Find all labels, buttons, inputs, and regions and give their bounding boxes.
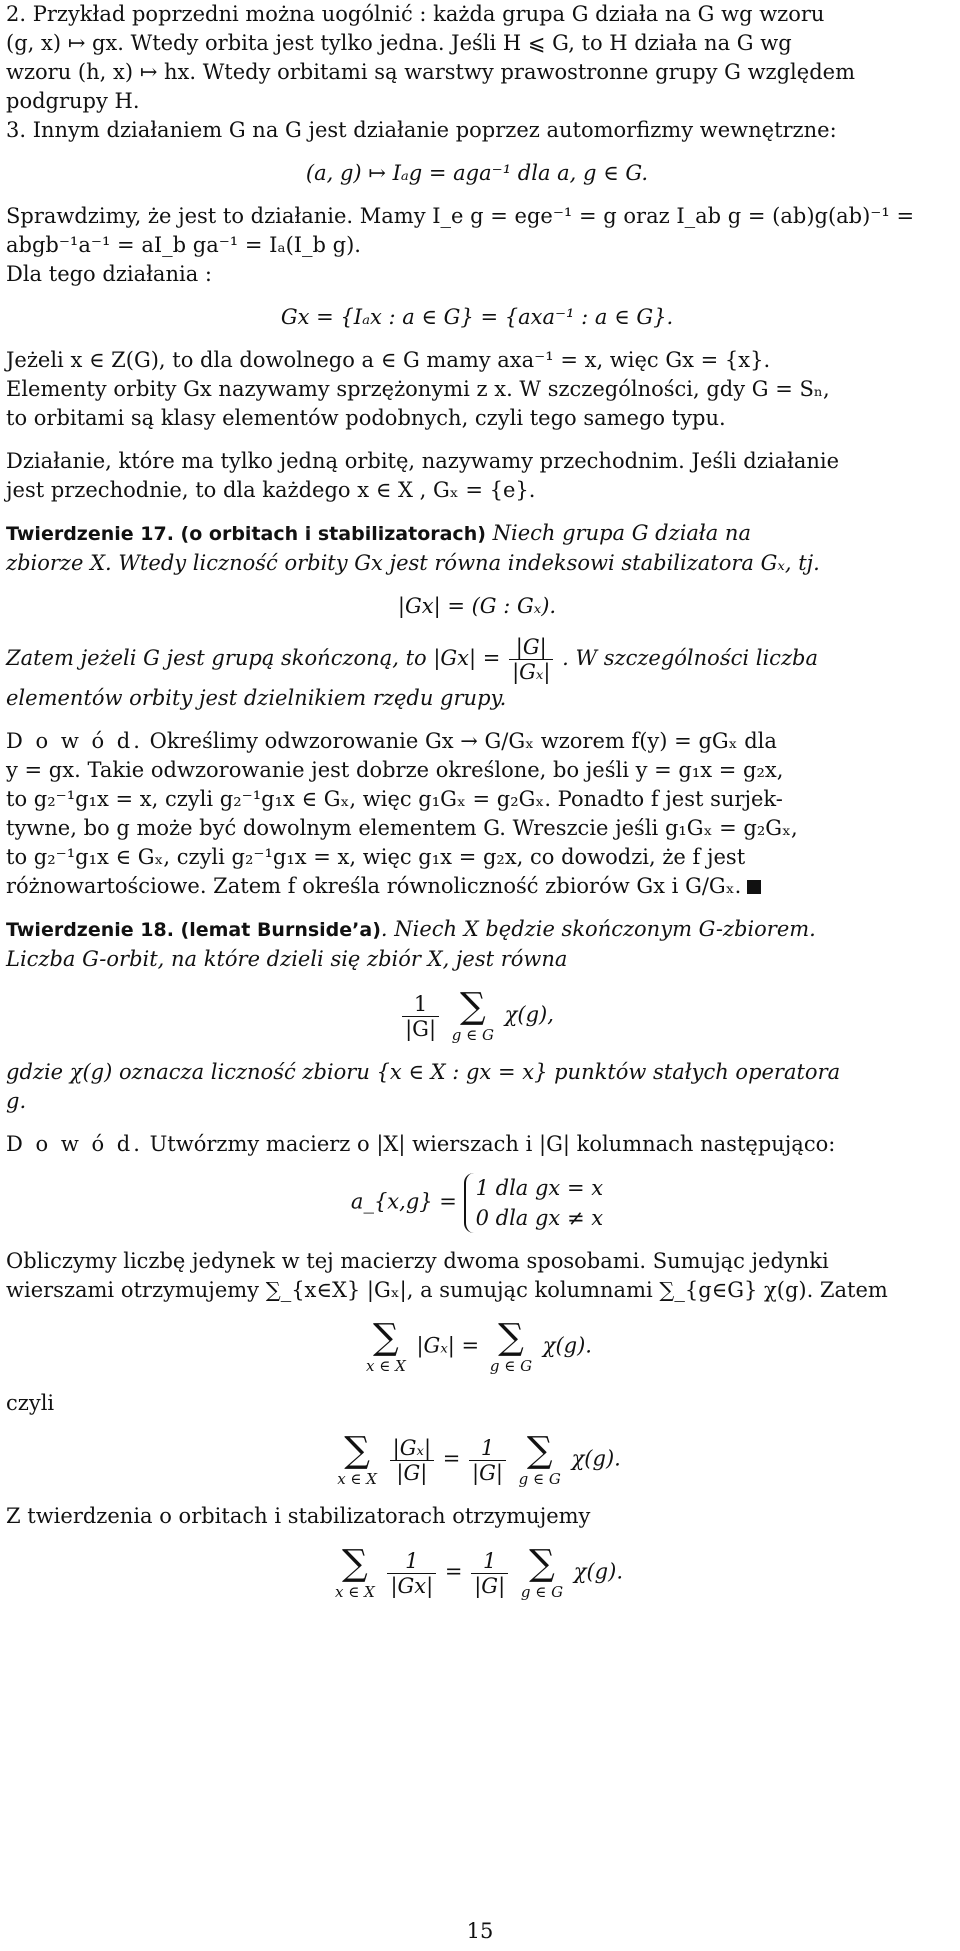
proof17-line3: to g₂⁻¹g₁x = x, czyli g₂⁻¹g₁x ∈ Gₓ, więc g₁Gₓ = g₂Gₓ. Ponadto f jest surjek-: [6, 787, 783, 811]
theorem17-line3-start: Zatem jeżeli G jest grupą skończoną, to |Gx| =: [6, 646, 501, 670]
proof17-text: Określimy odwzorowanie Gx → G/Gₓ wzorem f(y) = gGₓ dla: [149, 729, 777, 753]
fraction-numerator: 1: [402, 992, 439, 1017]
transitive-line1: Działanie, które ma tylko jedną orbitę, nazywamy przechodnim. Jeśli działanie: [6, 449, 840, 473]
theorem17-line2: zbiorze X. Wtedy liczność orbity Gx jest równa indeksowi stabilizatora Gₓ, tj.: [6, 551, 820, 575]
example3-line3: abgb⁻¹a⁻¹ = aI_b ga⁻¹ = Iₐ(I_b g).: [6, 233, 361, 257]
example3-line6: Elementy orbity Gx nazywamy sprzężonymi z x. W szczególności, gdy G = Sₙ,: [6, 377, 830, 401]
theorem18-line1: [6, 915, 948, 945]
count-equation-2: [6, 1432, 948, 1488]
proof17-line4: tywne, bo g może być dowolnym elementem G. Wreszcie jeśli g₁Gₓ = g₂Gₓ,: [6, 816, 798, 840]
conjugacy-orbit-formula: Gx = {Iₐx : a ∈ G} = {axa⁻¹ : a ∈ G}.: [280, 305, 674, 329]
example3-line7: to orbitami są klasy elementów podobnych, czyli tego samego typu.: [6, 406, 726, 430]
theorem17-heading: Twierdzenie 17. (o orbitach i stabilizatorach): [6, 523, 486, 545]
case-zero: 0 dla gx ≠ x: [475, 1206, 604, 1230]
equals-sign: =: [444, 1559, 463, 1584]
proof18-text: Utwórzmy macierz o |X| wierszach i |G| kolumnach następująco:: [149, 1132, 836, 1156]
proof18-line2: Obliczymy liczbę jedynek w tej macierzy dwoma sposobami. Sumując jedynki: [6, 1249, 829, 1273]
eq2-fraction-left: [390, 1436, 434, 1485]
example2-line3: wzoru (h, x) ↦ hx. Wtedy orbitami są warstwy prawostronne grupy G względem: [6, 60, 855, 84]
fraction-denominator: |G|: [474, 1573, 506, 1598]
theorem17-text: Niech grupa G działa na: [492, 521, 751, 545]
count-equation-3: [6, 1545, 948, 1601]
theorem17-line4: elementów orbity jest dzielnikiem rzędu grupy.: [6, 686, 507, 710]
burnside-formula: [6, 988, 948, 1044]
summation: [366, 1319, 406, 1375]
czyli-word: czyli: [6, 1391, 55, 1415]
example3-line2: Sprawdzimy, że jest to działanie. Mamy I_e g = ege⁻¹ = g oraz I_ab g = (ab)g(ab)⁻¹ =: [6, 204, 915, 228]
theorem17-line3: [6, 635, 948, 684]
sum-limit: x ∈ X: [334, 1583, 375, 1601]
inner-automorphism-formula: (a, g) ↦ Iₐg = aga⁻¹ dla a, g ∈ G.: [305, 161, 649, 185]
theorem18-heading: Twierdzenie 18. (lemat Burnside’a): [6, 919, 381, 941]
sum-limit: x ∈ X: [366, 1357, 406, 1375]
matrix-definition: [6, 1173, 948, 1233]
qed-square-icon: [747, 880, 761, 894]
theorem18-line4: g.: [6, 1089, 27, 1113]
sum-symbol: ∑: [460, 986, 486, 1027]
fraction-denominator: |Gₓ|: [512, 660, 551, 684]
summation: [490, 1319, 532, 1375]
proof-label: D o w ó d.: [6, 729, 143, 753]
example3-line4: Dla tego działania :: [6, 262, 212, 286]
eq1-left: |Gₓ| =: [416, 1333, 480, 1358]
fraction-denominator: |Gx|: [390, 1573, 434, 1598]
fraction-numerator: 1: [471, 1549, 508, 1574]
proof18-line1: [6, 1130, 948, 1159]
sum-limit: g ∈ G: [518, 1470, 561, 1488]
proof17-line2: y = gx. Takie odwzorowanie jest dobrze określone, bo jeśli y = g₁x = g₂x,: [6, 758, 784, 782]
example2-line1: 2. Przykład poprzedni można uogólnić : każda grupa G działa na G wg wzoru: [6, 2, 825, 26]
example3-line5: Jeżeli x ∈ Z(G), to dla dowolnego a ∈ G mamy axa⁻¹ = x, więc Gx = {x}.: [6, 348, 771, 372]
cases-brace: [464, 1173, 603, 1233]
proof17-line1: [6, 727, 948, 756]
sum-limit: g ∈ G: [520, 1583, 564, 1601]
eq3-right: χ(g).: [573, 1559, 623, 1584]
eq1-right: χ(g).: [542, 1333, 592, 1358]
orbit-size-fraction: [509, 635, 553, 684]
fraction-denominator: |G|: [396, 1460, 428, 1485]
equals-sign: =: [442, 1446, 461, 1471]
transitive-line2: jest przechodnie, to dla każdego x ∈ X , Gₓ = {e}.: [6, 478, 536, 502]
summation: [337, 1432, 377, 1488]
sum-symbol: ∑: [526, 1430, 553, 1471]
sum-limit: g ∈ G: [451, 1026, 494, 1044]
proof-label: D o w ó d.: [6, 1132, 143, 1156]
summation: [335, 1545, 375, 1601]
theorem17-line3-end: . W szczególności liczba: [562, 646, 818, 670]
sum-body: χ(g),: [504, 1002, 554, 1027]
proof18-line4: Z twierdzenia o orbitach i stabilizatorach otrzymujemy: [6, 1504, 591, 1528]
sum-symbol: ∑: [529, 1543, 555, 1584]
proof17-line5: to g₂⁻¹g₁x ∈ Gₓ, czyli g₂⁻¹g₁x = x, więc g₁x = g₂x, co dowodzi, że f jest: [6, 845, 746, 869]
eq2-right: χ(g).: [571, 1446, 621, 1471]
proof17-line6: [6, 872, 948, 901]
example2-line4: podgrupy H.: [6, 89, 140, 113]
sum-limit: x ∈ X: [337, 1470, 377, 1488]
fraction-numerator: 1: [387, 1549, 436, 1574]
fraction-denominator: |G|: [405, 1016, 437, 1041]
eq3-fraction-left: [387, 1549, 436, 1598]
fraction-numerator: |G|: [509, 635, 553, 660]
theorem18-line2: Liczba G-orbit, na które dzieli się zbiór X, jest równa: [6, 947, 568, 971]
sum-symbol: ∑: [344, 1430, 370, 1471]
summation: [521, 1545, 563, 1601]
eq3-fraction-right: [471, 1549, 508, 1598]
theorem18-line3: gdzie χ(g) oznacza liczność zbioru {x ∈ X : gx = x} punktów stałych operatora: [6, 1060, 841, 1084]
fraction-denominator: |G|: [472, 1460, 503, 1485]
fraction-numerator: 1: [469, 1436, 506, 1461]
summation: [452, 988, 494, 1044]
example2-line2: (g, x) ↦ gx. Wtedy orbita jest tylko jedna. Jeśli H ⩽ G, to H działa na G wg: [6, 31, 792, 55]
proof17-last-text: różnowartościowe. Zatem f określa równoliczność zbiorów Gx i G/Gₓ.: [6, 874, 742, 898]
page-number: 15: [466, 1919, 494, 1943]
eq2-fraction-right: [469, 1436, 506, 1485]
fraction-numerator: |Gₓ|: [390, 1436, 434, 1461]
case-one: 1 dla gx = x: [475, 1176, 604, 1200]
sum-limit: g ∈ G: [489, 1357, 533, 1375]
summation: [519, 1432, 561, 1488]
matrix-lhs: a_{x,g} =: [350, 1189, 457, 1214]
orbit-stabilizer-formula: |Gx| = (G : Gₓ).: [397, 594, 557, 618]
count-equation-1: [6, 1319, 948, 1375]
theorem18-text: . Niech X będzie skończonym G-zbiorem.: [380, 917, 816, 941]
burnside-fraction: [402, 992, 439, 1041]
example3-line1: 3. Innym działaniem G na G jest działanie poprzez automorfizmy wewnętrzne:: [6, 118, 837, 142]
sum-symbol: ∑: [498, 1317, 524, 1358]
theorem17-line1: [6, 519, 948, 549]
sum-symbol: ∑: [342, 1543, 368, 1584]
sum-symbol: ∑: [373, 1317, 399, 1358]
proof18-line3: wierszami otrzymujemy ∑_{x∈X} |Gₓ|, a sumując kolumnami ∑_{g∈G} χ(g). Zatem: [6, 1278, 888, 1302]
